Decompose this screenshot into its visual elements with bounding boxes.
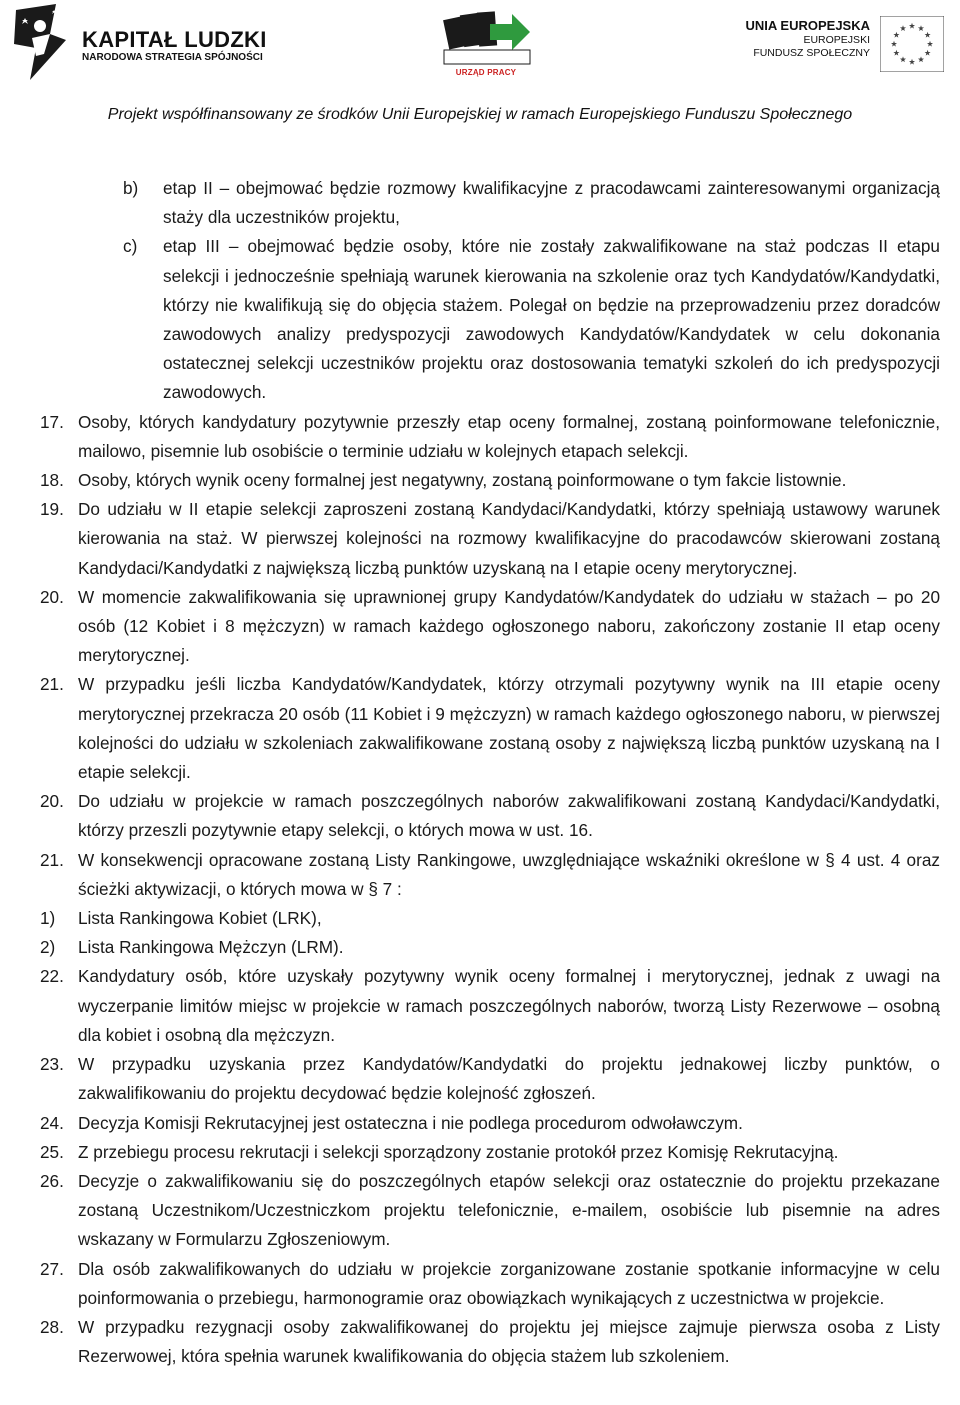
- eu-line2: FUNDUSZ SPOŁECZNY: [753, 47, 870, 59]
- kapital-ludzki-emblem-icon: [10, 4, 74, 80]
- item-number: 18.: [40, 470, 64, 491]
- item-number: 25.: [40, 1141, 64, 1162]
- item-number: 27.: [40, 1258, 64, 1279]
- item-number: 23.: [40, 1054, 64, 1075]
- item-number: 24.: [40, 1112, 64, 1133]
- item-text: W konsekwencji opracowane zostaną Listy Rankingowe, uwzględniające wskaźniki określone w § 4 ust. 4 oraz ścieżki aktywizacji, o których mowa w § 7 :: [78, 849, 940, 899]
- list-item: [40, 1255, 940, 1313]
- item-text: W przypadku rezygnacji osoby zakwalifikowanej do projektu jej miejsce zajmuje pierwsza osoba z Listy Rezerwowej, która spełnia warunek kwalifikowania do objęcia stażem lub szkoleniem.: [78, 1316, 940, 1367]
- list-item: [40, 408, 940, 466]
- eu-title: UNIA EUROPEJSKA: [745, 18, 870, 33]
- cofunding-note: Projekt współfinansowany ze środków Unii Europejskiej w ramach Europejskiego Funduszu Społecznego: [107, 106, 853, 123]
- item-text: Z przebiegu procesu rekrutacji i selekcji sporządzony zostanie protokół przez Komisję Rekrutacyjną.: [78, 1141, 839, 1162]
- page-header: [0, 0, 960, 140]
- item-number: 19.: [40, 499, 64, 520]
- item-text: Do udziału w projekcie w ramach poszczególnych naborów zakwalifikowani zostaną Kandydaci/Kandydatki, którzy przeszli pozytywnie etapy selekcji, o których mowa w ust. 16.: [78, 791, 940, 841]
- list-item: [40, 670, 940, 787]
- list-item: [40, 846, 940, 904]
- item-number: 2): [40, 937, 56, 958]
- item-text: Lista Rankingowa Kobiet (LRK),: [78, 908, 322, 929]
- list-item: [40, 1109, 940, 1138]
- list-item: [40, 583, 940, 671]
- list-item: [40, 174, 940, 232]
- urzad-pracy-caption: URZĄD PRACY: [455, 68, 517, 77]
- list-item: [40, 232, 940, 407]
- kapital-ludzki-logo: [10, 4, 270, 82]
- item-text: Decyzja Komisji Rekrutacyjnej jest ostateczna i nie podlega procedurom odwoławczym.: [78, 1112, 743, 1133]
- list-item: [40, 1050, 940, 1108]
- item-number: c): [123, 236, 138, 257]
- item-number: 22.: [40, 966, 64, 987]
- letter-list: [40, 174, 940, 408]
- item-text: etap III – obejmować będzie osoby, które nie zostały zakwalifikowane na staż podczas II etapu selekcji i jednocześnie spełniają warunek kierowania na szkolenie oraz tych Kandydatów/Kandydatki, którzy nie kwalifikują się do objęcia stażem. Polegał on będzie na przeprowadzeniu przez doradców zawodowych analizy predyspozycji zawodowych Kandydatów/Kandydatek w celu dokonania ostatecznej selekcji uczestników projektu oraz dostosowania tematyki szkoleń do ich predyspozycji zawodowych.: [163, 236, 940, 403]
- item-number: 26.: [40, 1170, 64, 1191]
- list-item: [40, 1313, 940, 1371]
- list-item: [40, 933, 940, 962]
- item-text: W momencie zakwalifikowania się uprawnionej grupy Kandydatów/Kandydatek do udziału w stażach – po 20 osób (12 Kobiet i 8 mężczyzn) w ramach każdego ogłoszonego naboru, zakończony zostanie II etap oceny merytorycznej.: [78, 586, 940, 666]
- list-item: [40, 466, 940, 495]
- item-text: Kandydatury osób, które uzyskały pozytywny wynik oceny formalnej i merytorycznej, jednak z uwagi na wyczerpanie limitów miejsc w projekcie w ramach poszczególnych naborów, tworzą Listy Rezerwowe – osobną dla kobiet i osobną dla mężczyzn.: [78, 966, 940, 1045]
- eu-line1: EUROPEJSKI: [803, 34, 870, 46]
- list-item: [40, 1167, 940, 1255]
- eu-flag-icon: [880, 16, 944, 72]
- item-number: 20.: [40, 586, 64, 607]
- item-number: 28.: [40, 1316, 64, 1337]
- regulation-body: [40, 174, 940, 1371]
- kapital-ludzki-title: KAPITAŁ LUDZKI: [82, 27, 267, 52]
- item-text: Osoby, których wynik oceny formalnej jest negatywny, zostaną poinformowane o tym fakcie listownie.: [78, 470, 847, 491]
- item-text: Do udziału w II etapie selekcji zaproszeni zostaną Kandydaci/Kandydatki, którzy spełniają ustawowy warunek kierowania na staż. W pierwszej kolejności na rozmowy kwalifikacyjne do pracodawców skierowani zostaną Kandydaci/Kandydatki z największą liczbą punktów uzyskaną na I etapie oceny merytorycznej.: [78, 499, 940, 578]
- list-item: [40, 787, 940, 845]
- item-text: etap II – obejmować będzie rozmowy kwalifikacyjne z pracodawcami zainteresowanymi organizacją staży dla uczestników projektu,: [163, 178, 940, 228]
- eu-logo: [740, 16, 952, 72]
- item-number: 20.: [40, 791, 64, 812]
- urzad-pracy-logo: [440, 4, 532, 88]
- list-item: [40, 1138, 940, 1167]
- item-number: 17.: [40, 411, 64, 432]
- item-number: 21.: [40, 674, 64, 695]
- item-text: Lista Rankingowa Mężczyn (LRM).: [78, 937, 344, 958]
- urzad-pracy-emblem-icon: [440, 4, 532, 68]
- item-text: Osoby, których kandydatury pozytywnie przeszły etap oceny formalnej, zostaną poinformowane telefonicznie, mailowo, pisemnie lub osobiście o terminie udziału w kolejnych etapach selekcji.: [78, 411, 940, 461]
- numbered-list: [40, 408, 940, 1372]
- kapital-ludzki-subtitle: NARODOWA STRATEGIA SPÓJNOŚCI: [82, 52, 263, 63]
- list-item: [40, 904, 940, 933]
- item-text: W przypadku jeśli liczba Kandydatów/Kandydatek, którzy otrzymali pozytywny wynik na III etapie oceny merytorycznej przekracza 20 osób (11 Kobiet i 9 mężczyzn) w ramach każdego ogłoszonego naboru, w pierwszej kolejności do udziału w szkoleniach zakwalifikowane zostaną osoby z największą liczbą punktów uzyskaną na I etapie selekcji.: [78, 674, 940, 783]
- item-text: W przypadku uzyskania przez Kandydatów/Kandydatki do projektu jednakowej liczby punktów, o zakwalifikowaniu do projektu decydować będzie kolejność zgłoszeń.: [78, 1054, 940, 1104]
- item-number: b): [123, 178, 139, 198]
- list-item: [40, 495, 940, 583]
- item-number: 1): [40, 908, 56, 929]
- list-item: [40, 962, 940, 1050]
- item-number: 21.: [40, 849, 64, 870]
- item-text: Dla osób zakwalifikowanych do udziału w projekcie zorganizowane zostanie spotkanie informacyjne w celu poinformowania o przebiegu, harmonogramie oraz obowiązkach wynikających z uczestnictwa w projekcie.: [78, 1258, 940, 1308]
- item-text: Decyzje o zakwalifikowaniu się do poszczególnych etapów selekcji oraz ostatecznie do projektu przekazane zostaną Uczestnikom/Uczestniczkom projektu telefonicznie, e-mailem, osobiście lub pisemnie na adres wskazany w Formularzu Zgłoszeniowym.: [78, 1170, 940, 1250]
